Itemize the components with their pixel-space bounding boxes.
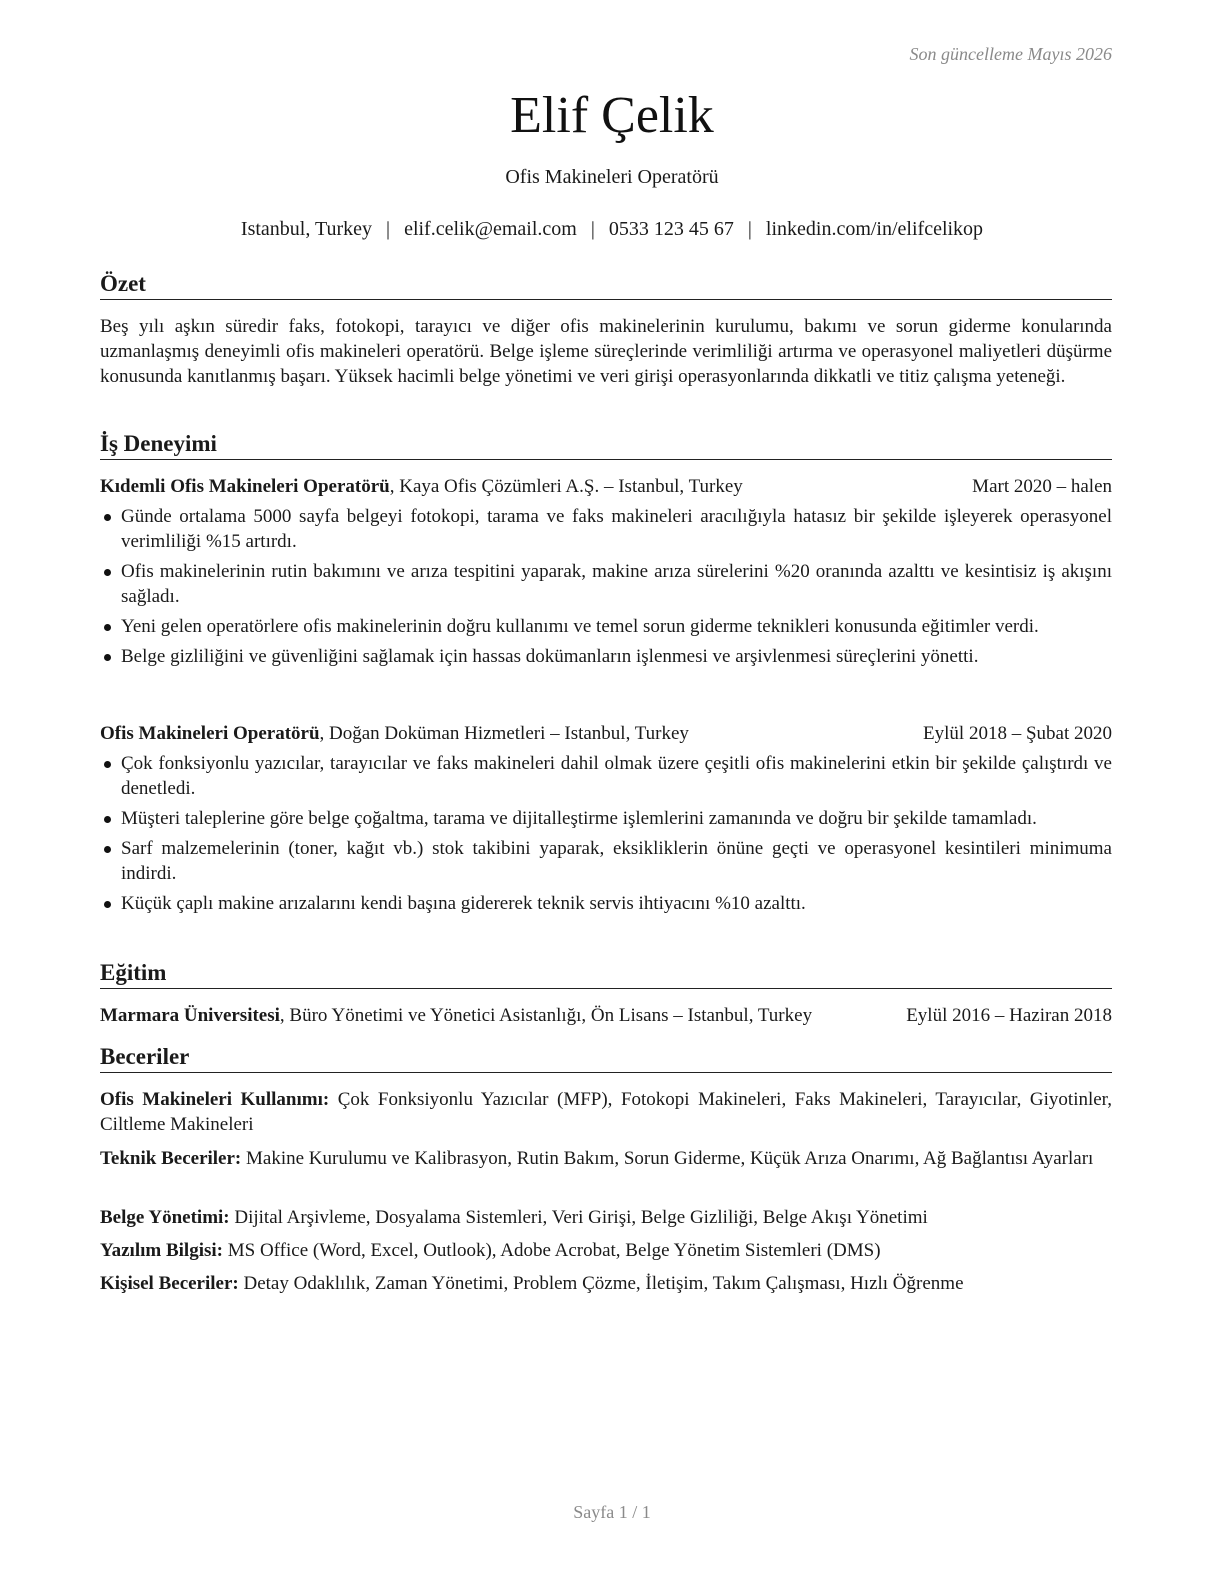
contact-separator: | xyxy=(386,218,391,240)
education-entry xyxy=(100,1003,1112,1028)
education-detail: , Büro Yönetimi ve Yönetici Asistanlığı, Ön Lisans – Istanbul, Turkey xyxy=(279,1005,813,1026)
candidate-name: Elif Çelik xyxy=(510,87,714,144)
contact-location: Istanbul, Turkey xyxy=(240,218,373,240)
contact-separator: | xyxy=(590,218,595,240)
list-item: Müşteri taleplerine göre belge çoğaltma, tarama ve dijitalleştirme işlemlerini zamanında ve doğru bir şekilde tamamladı. xyxy=(100,806,1112,831)
list-item: Günde ortalama 5000 sayfa belgeyi fotokopi, tarama ve faks makineleri aracılığıyla hatasız bir şekilde işleyerek operasyonel verimliliği %15 artırdı. xyxy=(100,504,1112,554)
skill-label: Kişisel Beceriler: xyxy=(100,1273,239,1294)
job-bullets xyxy=(100,751,1112,921)
list-item: Küçük çaplı makine arızalarını kendi başına gidererek teknik servis ihtiyacını %10 azalttı. xyxy=(100,891,1112,916)
job-header xyxy=(100,721,1112,746)
candidate-role: Ofis Makineleri Operatörü xyxy=(505,166,719,188)
education-dates: Eylül 2016 – Haziran 2018 xyxy=(906,1005,1112,1026)
education-school: Marmara Üniversitesi xyxy=(100,1005,280,1026)
skill-row xyxy=(100,1087,1112,1137)
skill-row xyxy=(100,1271,1112,1296)
list-item: Çok fonksiyonlu yazıcılar, tarayıcılar ve faks makineleri dahil olmak üzere çeşitli ofis makinelerini etkin bir şekilde çalıştırdı ve denetledi. xyxy=(100,751,1112,801)
list-item: Sarf malzemelerinin (toner, kağıt vb.) stok takibini yaparak, eksikliklerin önüne geçti ve operasyonel kesintileri minimuma indirdi. xyxy=(100,836,1112,886)
page-number: Sayfa 1 / 1 xyxy=(573,1502,651,1522)
last-updated: Son güncelleme Mayıs 2026 xyxy=(909,44,1112,64)
contact-phone: 0533 123 45 67 xyxy=(608,218,734,240)
skill-value: Dijital Arşivleme, Dosyalama Sistemleri, Veri Girişi, Belge Gizliliği, Belge Akışı Yönetimi xyxy=(234,1207,928,1228)
job-company: , Kaya Ofis Çözümleri A.Ş. – Istanbul, Turkey xyxy=(389,476,743,497)
skill-value: Çok Fonksiyonlu Yazıcılar (MFP), Fotokopi Makineleri, Faks Makineleri, Tarayıcılar, Giyotinler, Ciltleme Makineleri xyxy=(100,1089,1112,1135)
list-item: Belge gizliliğini ve güvenliğini sağlamak için hassas dokümanların işlenmesi ve arşivlenmesi süreçlerini yönetti. xyxy=(100,644,1112,669)
job-header xyxy=(100,474,1112,499)
contact-linkedin[interactable]: linkedin.com/in/elifcelikop xyxy=(765,218,984,240)
summary-text: Beş yılı aşkın süredir faks, fotokopi, tarayıcı ve diğer ofis makinelerinin kurulumu, bakımı ve sorun giderme konularında uzmanlaşmış deneyimli ofis makineleri operatörü. Belge işleme süreçlerinde verimliliği artırma ve operasyonel maliyetleri düşürme konusunda kanıtlanmış başarı. Yüksek hacimli belge yönetimi ve veri girişi operasyonlarında dikkatli ve titiz çalışma yeteneği. xyxy=(100,316,1112,387)
skill-row xyxy=(100,1146,1112,1171)
skill-value: MS Office (Word, Excel, Outlook), Adobe Acrobat, Belge Yönetim Sistemleri (DMS) xyxy=(227,1240,881,1261)
skill-value: Makine Kurulumu ve Kalibrasyon, Rutin Bakım, Sorun Giderme, Küçük Arıza Onarımı, Ağ Bağlantısı Ayarları xyxy=(246,1148,1094,1169)
contact-separator: | xyxy=(747,218,752,240)
list-item: Ofis makinelerinin rutin bakımını ve arıza tespitini yaparak, makine arıza sürelerini %20 oranında azalttı ve kesintisiz iş akışını sağladı. xyxy=(100,559,1112,609)
skill-label: Ofis Makineleri Kullanımı: xyxy=(100,1089,330,1110)
skill-label: Belge Yönetimi: xyxy=(100,1207,230,1228)
skill-row xyxy=(100,1205,1112,1230)
section-title-education: Eğitim xyxy=(100,959,1112,989)
section-title-skills: Beceriler xyxy=(100,1043,1112,1073)
skill-value: Detay Odaklılık, Zaman Yönetimi, Problem Çözme, İletişim, Takım Çalışması, Hızlı Öğrenme xyxy=(243,1273,964,1294)
skill-row xyxy=(100,1238,1112,1263)
job-dates: Eylül 2018 – Şubat 2020 xyxy=(923,723,1112,744)
job-company: , Doğan Doküman Hizmetleri – Istanbul, Turkey xyxy=(319,723,689,744)
contact-line xyxy=(0,218,1224,241)
job-dates: Mart 2020 – halen xyxy=(972,476,1112,497)
job-position: Ofis Makineleri Operatörü xyxy=(100,723,320,744)
job-position: Kıdemli Ofis Makineleri Operatörü xyxy=(100,476,390,497)
section-title-summary: Özet xyxy=(100,270,1112,300)
skill-label: Yazılım Bilgisi: xyxy=(100,1240,223,1261)
job-bullets xyxy=(100,504,1112,674)
skill-label: Teknik Beceriler: xyxy=(100,1148,242,1169)
list-item: Yeni gelen operatörlere ofis makinelerinin doğru kullanımı ve temel sorun giderme teknikleri konusunda eğitimler verdi. xyxy=(100,614,1112,639)
section-title-experience: İş Deneyimi xyxy=(100,430,1112,460)
contact-email[interactable]: elif.celik@email.com xyxy=(404,218,577,240)
